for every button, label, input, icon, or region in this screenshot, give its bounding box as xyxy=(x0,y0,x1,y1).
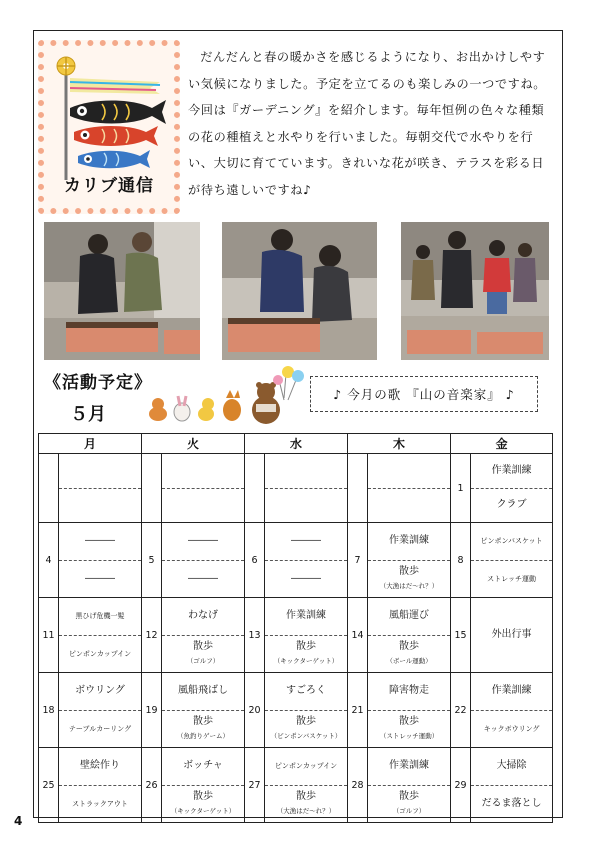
activity-morning xyxy=(162,748,244,785)
calendar-date: 25 xyxy=(39,748,59,823)
activity-morning xyxy=(265,454,347,488)
activity-note: （キックターゲット） xyxy=(170,806,236,815)
activity-morning xyxy=(59,673,141,710)
month-label: ５月 xyxy=(70,404,106,425)
calendar-day-activities xyxy=(471,673,553,748)
activity-label: わなげ xyxy=(188,610,219,622)
calendar-date xyxy=(245,454,265,523)
calendar-day-activities xyxy=(265,748,348,823)
activity-label: ストラックアウト xyxy=(72,799,128,808)
calendar-day-activities xyxy=(59,673,142,748)
activity-afternoon xyxy=(162,710,244,748)
activity-label: 作業訓練 xyxy=(389,760,430,772)
activity-label: ストレッチ運動 xyxy=(487,574,537,583)
calendar-day-activities xyxy=(162,454,245,523)
calendar-day-activities xyxy=(368,748,451,823)
weekday-header: 火 xyxy=(142,434,245,454)
activity-afternoon xyxy=(265,785,347,823)
calendar-date: 22 xyxy=(451,673,471,748)
activity-note: （大漁はだ〜れ？） xyxy=(276,806,336,815)
gardening-photo-3 xyxy=(401,222,549,360)
activity-label: 散歩 xyxy=(193,640,214,652)
activity-label: ボッチャ xyxy=(183,760,223,772)
calendar-date: 13 xyxy=(245,598,265,673)
calendar-day-activities xyxy=(368,454,451,523)
activity-afternoon xyxy=(59,785,141,823)
calendar-date: 20 xyxy=(245,673,265,748)
activity-label: 散歩 xyxy=(193,715,214,727)
calendar-day-activities xyxy=(59,454,142,523)
calendar-day-activities xyxy=(471,523,553,598)
activity-label: 作業訓練 xyxy=(491,464,532,476)
calendar-date: 11 xyxy=(39,598,59,673)
activity-morning xyxy=(265,598,347,635)
calendar-day-activities xyxy=(265,673,348,748)
calendar-day-activities xyxy=(59,598,142,673)
calendar-date: 26 xyxy=(142,748,162,823)
calendar-day-activities xyxy=(162,748,245,823)
activity-afternoon xyxy=(265,560,347,598)
activity-morning xyxy=(471,748,552,785)
forest-animals-icon xyxy=(138,364,310,428)
activity-morning xyxy=(265,748,347,785)
activity-note: （キックターゲット） xyxy=(273,656,339,665)
activity-afternoon xyxy=(471,560,552,598)
activity-label: 散歩 xyxy=(399,715,420,727)
activity-label: すごろく xyxy=(286,685,327,697)
calendar-date: 8 xyxy=(451,523,471,598)
activity-note: （ボール運動） xyxy=(386,656,432,665)
activity-afternoon xyxy=(59,710,141,748)
calendar-date: 7 xyxy=(348,523,368,598)
calendar-day-activities xyxy=(59,748,142,823)
weekday-header: 金 xyxy=(451,434,553,454)
calendar-date: 12 xyxy=(142,598,162,673)
activity-morning xyxy=(59,748,141,785)
activity-label: 外出行事 xyxy=(491,629,532,640)
koinobori-icon xyxy=(52,52,176,184)
activity-afternoon xyxy=(368,785,450,823)
calendar-date xyxy=(142,454,162,523)
monthly-song: ♪ 今月の歌 『山の音楽家』 ♪ xyxy=(310,376,538,412)
calendar-day-activities xyxy=(162,523,245,598)
activity-morning xyxy=(59,454,141,488)
activity-afternoon xyxy=(368,560,450,598)
activity-label: 壁絵作り xyxy=(80,760,120,772)
calendar-date xyxy=(348,454,368,523)
activity-label: 作業訓練 xyxy=(389,535,430,547)
calendar-date: 4 xyxy=(39,523,59,598)
calendar-day-activities xyxy=(368,598,451,673)
activity-morning xyxy=(265,523,347,560)
activity-label: ――― xyxy=(85,572,115,584)
activity-label: 作業訓練 xyxy=(286,610,327,622)
activity-afternoon xyxy=(162,488,244,523)
calendar-day-activities xyxy=(162,598,245,673)
calendar-date xyxy=(39,454,59,523)
activity-label: キックボウリング xyxy=(483,724,540,733)
activity-afternoon xyxy=(471,710,552,748)
activity-note: （魚釣りゲーム） xyxy=(177,731,230,740)
activity-note: （ピンポンバスケット） xyxy=(270,731,342,740)
activity-label: ――― xyxy=(188,535,219,547)
calendar-week-row xyxy=(39,454,553,523)
activity-label: 散歩 xyxy=(399,790,420,802)
activity-label: 風船飛ばし xyxy=(178,685,229,697)
activity-label: ――― xyxy=(291,572,322,584)
activity-morning xyxy=(368,454,450,488)
activity-afternoon xyxy=(368,635,450,673)
calendar-day-activities xyxy=(59,523,142,598)
activity-afternoon xyxy=(162,785,244,823)
activity-afternoon xyxy=(59,635,141,673)
activity-label: 散歩 xyxy=(296,640,317,652)
activity-label: 散歩 xyxy=(399,640,420,652)
activity-note: （ストレッチ運動） xyxy=(379,731,439,740)
activity-afternoon xyxy=(162,635,244,673)
calendar-day-activities xyxy=(265,454,348,523)
calendar-day-activities xyxy=(368,673,451,748)
activity-label: 散歩 xyxy=(296,790,317,802)
activity-label: クラブ xyxy=(496,499,527,511)
activity-label: テーブルカーリング xyxy=(68,724,132,733)
gardening-photo-2 xyxy=(222,222,377,360)
newsletter-title: カリブ通信 xyxy=(64,176,154,196)
intro-text: だんだんと春の暖かさを感じるようになり、お出かけしやすい気候になりました。予定を立てるのも楽しみの一つですね。今回は『ガーデニング』を紹介します。毎年恒例の色々な種類の花の種植えと水やりを行いました。毎朝交代で水やりを行い、大切に育てています。きれいな花が咲き、テラスを彩る日が待ち遠しいですね♪ xyxy=(188,50,547,197)
calendar-day-activities xyxy=(368,523,451,598)
weekday-header: 月 xyxy=(39,434,142,454)
activity-label: ピンポンバスケット xyxy=(480,537,543,546)
activity-label: ――― xyxy=(188,572,219,584)
activity-note: （大漁はだ〜れ？） xyxy=(379,581,439,590)
activity-morning xyxy=(162,673,244,710)
calendar-date: 5 xyxy=(142,523,162,598)
activity-afternoon xyxy=(59,560,141,598)
calendar-day-activities xyxy=(162,673,245,748)
activity-label: 障害物走 xyxy=(389,685,430,697)
activity-label: 散歩 xyxy=(399,565,420,577)
gardening-photo-1 xyxy=(44,222,200,360)
activity-note: （ゴルフ） xyxy=(186,656,220,665)
calendar-day-activities xyxy=(471,454,553,523)
calendar-day-activities xyxy=(471,598,553,673)
activity-label: ボウリング xyxy=(75,685,125,697)
weekday-header-row xyxy=(39,434,553,454)
activity-note: （ゴルフ） xyxy=(392,806,426,815)
activity-label: 散歩 xyxy=(193,790,214,802)
activity-morning xyxy=(471,523,552,560)
activity-afternoon xyxy=(471,488,552,523)
calendar-date: 14 xyxy=(348,598,368,673)
weekday-header: 水 xyxy=(245,434,348,454)
calendar-date: 1 xyxy=(451,454,471,523)
activity-afternoon xyxy=(368,488,450,523)
activity-label: 作業訓練 xyxy=(491,685,532,697)
calendar-day-activities xyxy=(265,523,348,598)
activity-morning xyxy=(162,454,244,488)
activity-morning xyxy=(471,673,552,710)
activity-afternoon xyxy=(265,635,347,673)
activity-morning xyxy=(471,454,552,488)
calendar-week-row xyxy=(39,598,553,673)
calendar-date: 15 xyxy=(451,598,471,673)
activity-label: ――― xyxy=(291,535,322,547)
masthead xyxy=(38,40,180,214)
activity-afternoon xyxy=(368,710,450,748)
calendar-week-row xyxy=(39,673,553,748)
calendar-date: 6 xyxy=(245,523,265,598)
activity-label: 大掃除 xyxy=(496,760,527,772)
activity-label: 黒ひげ危機一髪 xyxy=(75,612,125,621)
calendar-day-activities xyxy=(265,598,348,673)
calendar-date: 29 xyxy=(451,748,471,823)
activity-label: ――― xyxy=(85,535,115,547)
calendar-date: 18 xyxy=(39,673,59,748)
activity-morning xyxy=(162,598,244,635)
activity-label: 散歩 xyxy=(296,715,317,727)
weekday-header: 木 xyxy=(348,434,451,454)
activity-calendar xyxy=(38,433,553,823)
calendar-date: 19 xyxy=(142,673,162,748)
activity-morning xyxy=(59,523,141,560)
calendar-date: 28 xyxy=(348,748,368,823)
activity-afternoon xyxy=(471,785,552,823)
activity-morning xyxy=(368,598,450,635)
activity-label: 風船運び xyxy=(389,610,430,622)
activity-morning xyxy=(265,673,347,710)
activity-label: ピンポンカップイン xyxy=(274,762,338,771)
activity-afternoon xyxy=(265,710,347,748)
calendar-day-activities xyxy=(471,748,553,823)
calendar-date: 27 xyxy=(245,748,265,823)
activity-afternoon xyxy=(162,560,244,598)
activity-afternoon xyxy=(59,488,141,523)
calendar-week-row xyxy=(39,748,553,823)
activity-morning xyxy=(471,598,552,672)
activity-morning xyxy=(368,523,450,560)
calendar-date: 21 xyxy=(348,673,368,748)
activity-afternoon xyxy=(265,488,347,523)
activity-morning xyxy=(59,598,141,635)
activity-label: だるま落とし xyxy=(481,797,542,809)
activity-morning xyxy=(162,523,244,560)
page-number: 4 xyxy=(14,814,23,828)
activity-morning xyxy=(368,748,450,785)
schedule-heading: 《活動予定》 xyxy=(44,373,152,393)
calendar-week-row xyxy=(39,523,553,598)
activity-morning xyxy=(368,673,450,710)
activity-label: ピンポンカップイン xyxy=(68,649,132,658)
